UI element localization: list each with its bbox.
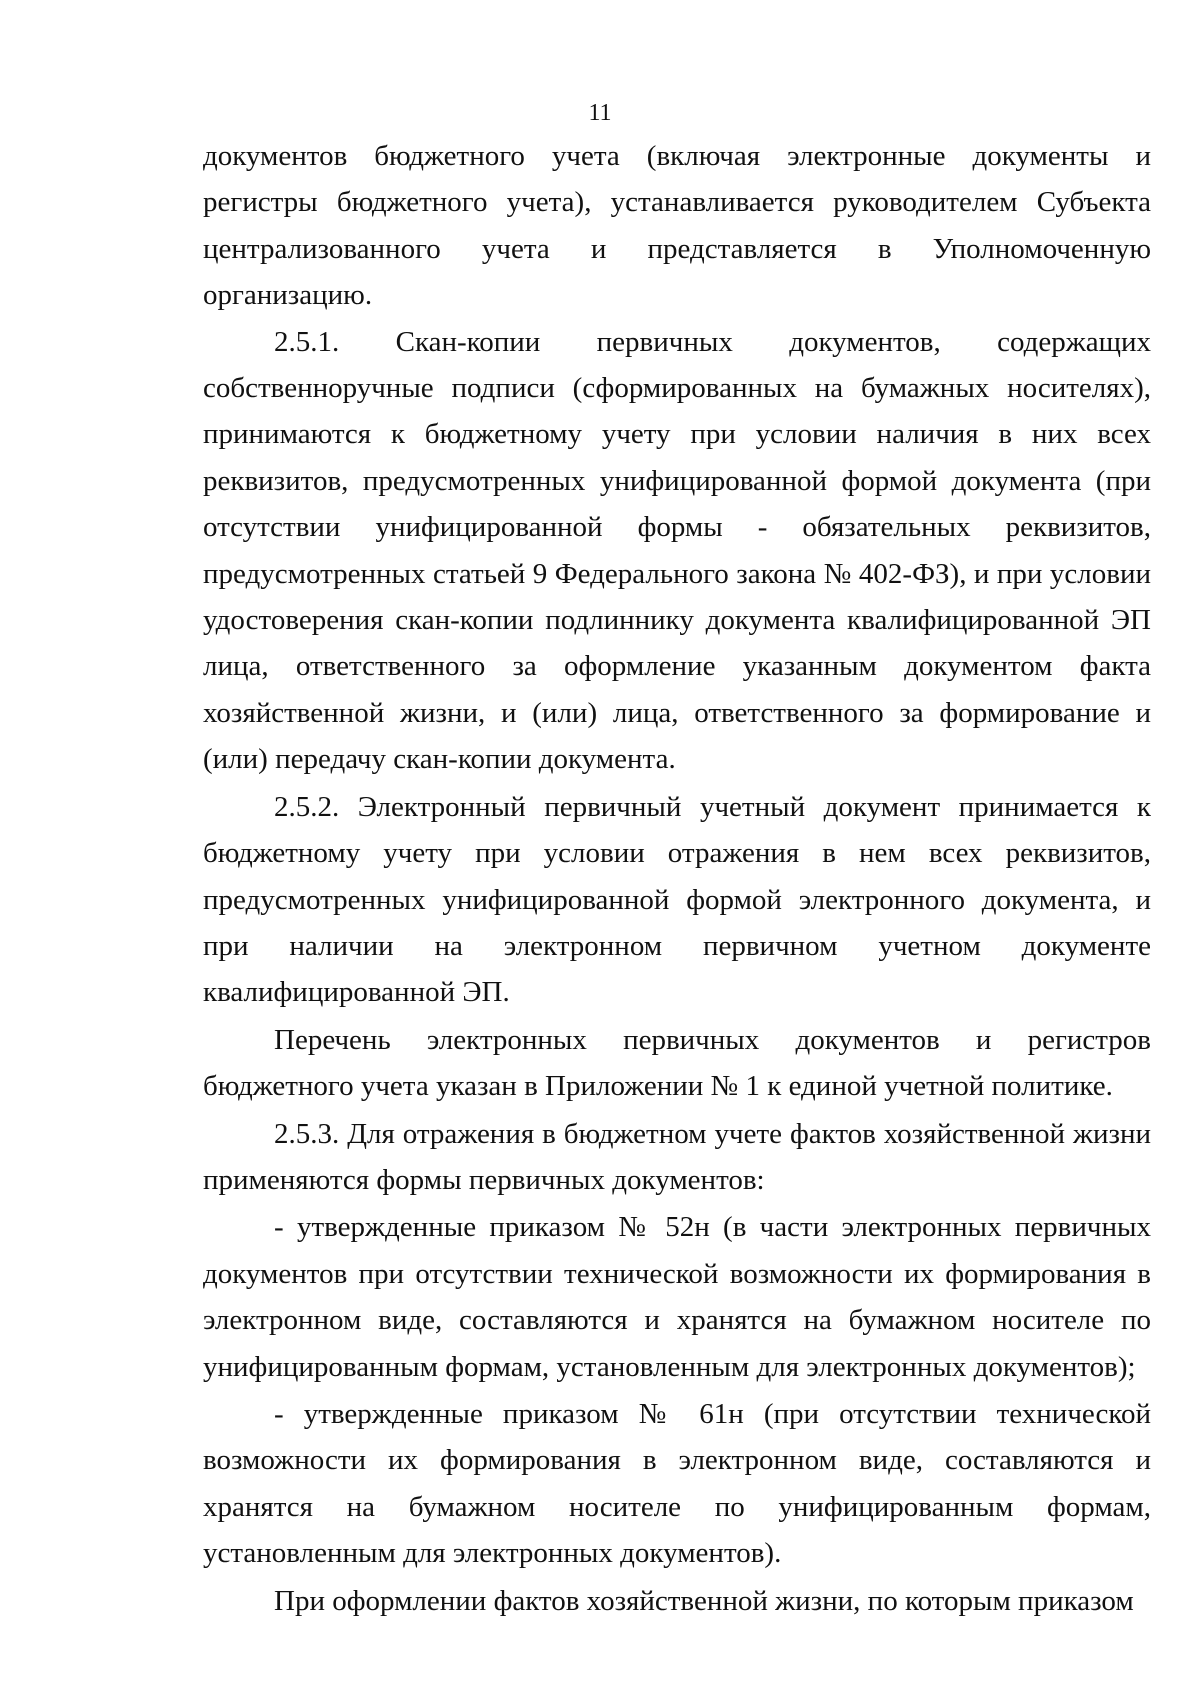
paragraph-final: При оформлении фактов хозяйственной жизни, по которым приказом (274, 1584, 1134, 1617)
paragraph-continuation: документов бюджетного учета (включая электронные документы и регистры бюджетного учета), устанавливается руководителем Субъекта централизованного учета и представляется в Уполномоченную организацию. (203, 140, 1151, 312)
list-item-order-52n: - утвержденные приказом № 52н (в части электронных первичных документов при отсутствии технической возможности их формирования в электронном виде, составляются и хранятся на бумажном носителе по унифицированным формам, установленным для электронных документов); (203, 1211, 1151, 1383)
document-body (203, 133, 1151, 1624)
page-number: 11 (588, 100, 612, 126)
list-item-order-61n: - утвержденные приказом № 61н (при отсутствии технической возможности их формирования в электронном виде, составляются и хранятся на бумажном носителе по унифицированным формам, установленным для электронных документов). (203, 1397, 1151, 1570)
paragraph-2-5-1: 2.5.1. Скан-копии первичных документов, содержащих собственноручные подписи (сформированных на бумажных носителях), принимаются к бюджетному учету при условии наличия в них всех реквизитов, предусмотренных унифицированной формой документа (при отсутствии унифицированной формы - обязательных реквизитов, предусмотренных статьей 9 Федерального закона № 402-ФЗ), и при условии удостоверения скан-копии подлиннику документа квалифицированной ЭП лица, ответственного за оформление указанным документом факта хозяйственной жизни, и (или) лица, ответственного за формирование и (или) передачу скан-копии документа. (203, 325, 1151, 776)
paragraph-list-reference: Перечень электронных первичных документов и регистров бюджетного учета указан в Приложении № 1 к единой учетной политике. (203, 1023, 1151, 1103)
paragraph-2-5-3: 2.5.3. Для отражения в бюджетном учете фактов хозяйственной жизни применяются формы первичных документов: (203, 1117, 1151, 1196)
paragraph-2-5-2: 2.5.2. Электронный первичный учетный документ принимается к бюджетному учету при условии отражения в нем всех реквизитов, предусмотренных унифицированной формой электронного документа, и при наличии на электронном первичном учетном документе квалифицированной ЭП. (203, 790, 1151, 1009)
